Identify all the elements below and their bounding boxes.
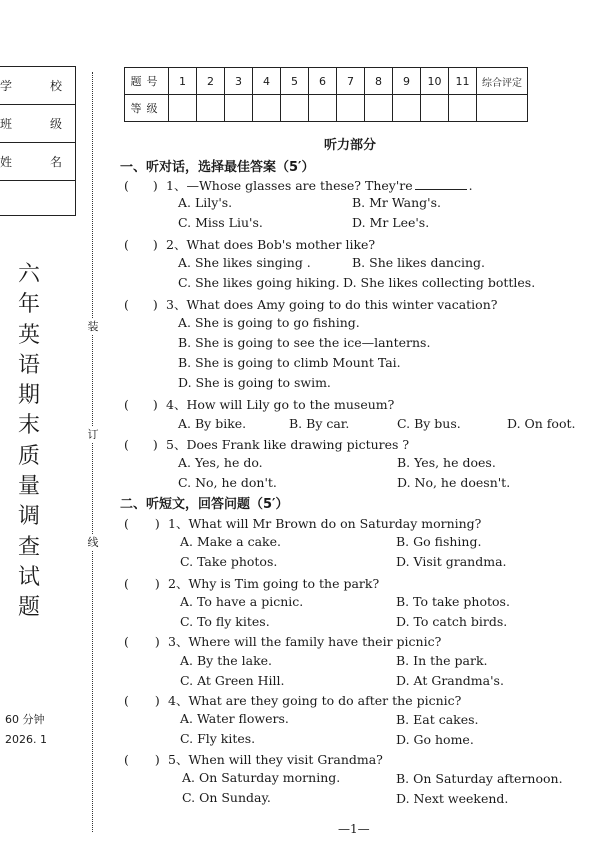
title-char: 调 bbox=[17, 504, 40, 530]
option[interactable]: B. By car. bbox=[289, 416, 350, 431]
question-text: Where will the family have their picnic? bbox=[188, 634, 442, 649]
score-table-grade-row bbox=[125, 95, 528, 122]
grade-cell[interactable] bbox=[197, 95, 225, 122]
question-number-cell: 5 bbox=[281, 68, 309, 95]
option[interactable]: D. No, he doesn't. bbox=[397, 475, 511, 490]
question-text: What does Bob's mother like? bbox=[186, 237, 376, 252]
option[interactable]: C. At Green Hill. bbox=[180, 673, 285, 688]
question-1 bbox=[124, 176, 473, 194]
option[interactable]: B. She likes dancing. bbox=[352, 255, 486, 270]
question-number: 5、 bbox=[166, 437, 187, 452]
question-4 bbox=[124, 395, 394, 413]
option[interactable]: B. She is going to climb Mount Tai. bbox=[178, 355, 401, 370]
class-field[interactable] bbox=[0, 105, 75, 143]
option[interactable]: D. She likes collecting bottles. bbox=[343, 275, 536, 290]
answer-bracket[interactable]: ( ) bbox=[124, 752, 160, 767]
question-number-cell: 1 bbox=[169, 68, 197, 95]
option[interactable]: B. Mr Wang's. bbox=[352, 195, 441, 210]
grade-cell[interactable] bbox=[337, 95, 365, 122]
option[interactable]: B. In the park. bbox=[396, 653, 488, 668]
option[interactable]: A. Water flowers. bbox=[180, 711, 289, 726]
score-table-header-row bbox=[125, 68, 528, 95]
question-number: 5、 bbox=[168, 752, 189, 767]
option[interactable]: C. By bus. bbox=[397, 416, 461, 431]
question-text: What are they going to do after the picnic? bbox=[188, 693, 462, 708]
school-field[interactable] bbox=[0, 67, 75, 105]
option[interactable]: A. By the lake. bbox=[180, 653, 273, 668]
option[interactable]: B. Go fishing. bbox=[396, 534, 482, 549]
question-number-label: 题号 bbox=[125, 68, 169, 95]
question-text: What does Amy going to do this winter vacation? bbox=[186, 297, 498, 312]
part-title: 听力部分 bbox=[324, 138, 377, 153]
option[interactable]: C. She likes going hiking. bbox=[178, 275, 340, 290]
title-char: 六 bbox=[17, 262, 40, 287]
option[interactable]: C. On Sunday. bbox=[182, 790, 271, 805]
option[interactable]: A. She likes singing . bbox=[178, 255, 311, 270]
option[interactable]: D. Visit grandma. bbox=[396, 554, 507, 569]
binding-char-zhuang: 装 bbox=[87, 320, 99, 333]
exam-date: 2026. 1 bbox=[5, 733, 47, 746]
option[interactable]: A. She is going to go fishing. bbox=[178, 315, 360, 330]
question-number: 4、 bbox=[166, 397, 187, 412]
grade-cell[interactable] bbox=[225, 95, 253, 122]
question-text: —Whose glasses are these? They're bbox=[186, 178, 413, 193]
question-2 bbox=[124, 235, 375, 253]
question-number-cell: 11 bbox=[449, 68, 477, 95]
grade-cell[interactable] bbox=[309, 95, 337, 122]
title-char: 年 bbox=[17, 292, 40, 318]
title-char: 试 bbox=[17, 564, 40, 590]
question-s2-3 bbox=[124, 632, 441, 650]
name-field[interactable] bbox=[0, 143, 75, 181]
question-number: 2、 bbox=[168, 576, 189, 591]
student-info-box bbox=[0, 66, 76, 216]
title-char: 质 bbox=[17, 443, 40, 469]
class-label-2: 级 bbox=[50, 117, 63, 131]
option[interactable]: C. Miss Liu's. bbox=[178, 215, 263, 230]
answer-bracket[interactable]: ( ) bbox=[124, 178, 158, 193]
grade-label: 等级 bbox=[125, 95, 169, 122]
name-label-1: 姓 bbox=[0, 155, 13, 169]
option[interactable]: C. Fly kites. bbox=[180, 731, 256, 746]
grade-cell[interactable] bbox=[253, 95, 281, 122]
option[interactable]: B. Eat cakes. bbox=[396, 712, 479, 727]
exam-title-vertical bbox=[14, 260, 44, 624]
question-number-cell: 4 bbox=[253, 68, 281, 95]
total-grade-cell[interactable] bbox=[477, 95, 528, 122]
answer-bracket[interactable]: ( ) bbox=[124, 297, 158, 312]
option[interactable]: B. Yes, he does. bbox=[397, 455, 496, 470]
page-number: —1— bbox=[338, 822, 370, 836]
title-char: 题 bbox=[17, 595, 40, 621]
answer-bracket[interactable]: ( ) bbox=[124, 397, 158, 412]
question-text: What will Mr Brown do on Saturday morning? bbox=[188, 516, 482, 531]
option[interactable]: C. To fly kites. bbox=[180, 614, 270, 629]
title-char: 期 bbox=[17, 383, 40, 409]
option[interactable]: C. Take photos. bbox=[180, 554, 278, 569]
option[interactable]: A. To have a picnic. bbox=[180, 594, 304, 609]
option[interactable]: D. She is going to swim. bbox=[178, 375, 331, 390]
option[interactable]: D. To catch birds. bbox=[396, 614, 508, 629]
binding-char-xian: 线 bbox=[87, 536, 99, 549]
name-label-2: 名 bbox=[50, 155, 63, 169]
option[interactable]: A. Yes, he do. bbox=[178, 455, 263, 470]
question-number-cell: 2 bbox=[197, 68, 225, 95]
binding-char-ding: 订 bbox=[87, 428, 99, 441]
grade-cell[interactable] bbox=[449, 95, 477, 122]
option[interactable]: C. No, he don't. bbox=[178, 475, 277, 490]
question-3 bbox=[124, 295, 497, 313]
blank-field[interactable] bbox=[0, 181, 75, 218]
answer-bracket[interactable]: ( ) bbox=[124, 693, 160, 708]
school-label-2: 校 bbox=[50, 79, 63, 93]
question-tail: . bbox=[468, 178, 473, 193]
question-number-cell: 6 bbox=[309, 68, 337, 95]
option[interactable]: A. Lily's. bbox=[178, 195, 233, 210]
grade-cell[interactable] bbox=[421, 95, 449, 122]
option[interactable]: D. On foot. bbox=[507, 416, 576, 431]
question-number-cell: 10 bbox=[421, 68, 449, 95]
exam-duration: 60 分钟 bbox=[5, 713, 45, 726]
title-char: 语 bbox=[17, 352, 40, 378]
score-table bbox=[124, 67, 528, 122]
question-s2-1 bbox=[124, 514, 481, 532]
school-label-1: 学 bbox=[0, 79, 13, 93]
question-s2-2 bbox=[124, 574, 379, 592]
answer-bracket[interactable]: ( ) bbox=[124, 237, 158, 252]
total-evaluation-label: 综合评定 bbox=[477, 68, 528, 95]
question-number: 3、 bbox=[168, 634, 189, 649]
option[interactable]: A. By bike. bbox=[178, 416, 247, 431]
title-char: 查 bbox=[17, 534, 40, 560]
question-text: When will they visit Grandma? bbox=[188, 752, 383, 767]
option[interactable]: D. Mr Lee's. bbox=[352, 215, 430, 230]
fill-blank[interactable] bbox=[415, 179, 467, 190]
option[interactable]: B. On Saturday afternoon. bbox=[396, 771, 563, 786]
question-number-cell: 8 bbox=[365, 68, 393, 95]
question-text: How will Lily go to the museum? bbox=[186, 397, 395, 412]
class-label-1: 班 bbox=[0, 117, 13, 131]
question-number: 4、 bbox=[168, 693, 189, 708]
question-5 bbox=[124, 435, 409, 453]
question-text: Why is Tim going to the park? bbox=[188, 576, 380, 591]
section-1-heading: 一、听对话，选择最佳答案（5′） bbox=[120, 160, 315, 175]
answer-bracket[interactable]: ( ) bbox=[124, 437, 158, 452]
option[interactable]: D. Go home. bbox=[396, 732, 474, 747]
section-2-heading: 二、听短文，回答问题（5′） bbox=[120, 497, 289, 512]
question-text: Does Frank like drawing pictures ? bbox=[186, 437, 410, 452]
title-char: 英 bbox=[17, 322, 40, 348]
question-s2-4 bbox=[124, 691, 461, 709]
question-number: 1、 bbox=[166, 178, 187, 193]
grade-cell[interactable] bbox=[169, 95, 197, 122]
question-number: 3、 bbox=[166, 297, 187, 312]
title-char: 末 bbox=[17, 413, 40, 439]
answer-bracket[interactable]: ( ) bbox=[124, 516, 160, 531]
question-s2-5 bbox=[124, 750, 383, 768]
option[interactable]: B. To take photos. bbox=[396, 594, 510, 609]
answer-bracket[interactable]: ( ) bbox=[124, 634, 160, 649]
question-number-cell: 3 bbox=[225, 68, 253, 95]
option[interactable]: A. Make a cake. bbox=[180, 534, 281, 549]
question-number: 2、 bbox=[166, 237, 187, 252]
title-char: 量 bbox=[17, 474, 40, 500]
question-number-cell: 7 bbox=[337, 68, 365, 95]
option[interactable]: D. At Grandma's. bbox=[396, 673, 504, 688]
grade-cell[interactable] bbox=[281, 95, 309, 122]
question-number-cell: 9 bbox=[393, 68, 421, 95]
option[interactable]: A. On Saturday morning. bbox=[182, 770, 341, 785]
grade-cell[interactable] bbox=[393, 95, 421, 122]
grade-cell[interactable] bbox=[365, 95, 393, 122]
answer-bracket[interactable]: ( ) bbox=[124, 576, 160, 591]
binding-line bbox=[92, 72, 93, 832]
option[interactable]: B. She is going to see the ice—lanterns. bbox=[178, 335, 431, 350]
option[interactable]: D. Next weekend. bbox=[396, 791, 509, 806]
question-number: 1、 bbox=[168, 516, 189, 531]
